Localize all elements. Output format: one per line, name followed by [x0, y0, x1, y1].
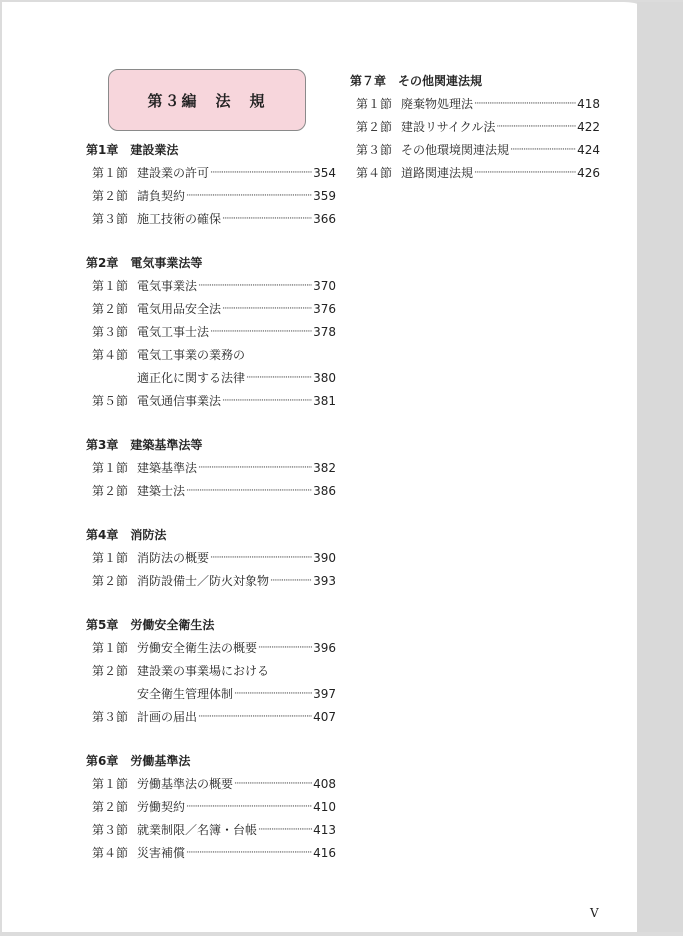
- leader-dots: [258, 637, 312, 660]
- leader-dots: [186, 842, 312, 865]
- chapter: [86, 524, 336, 593]
- section-number: 第２節: [92, 574, 129, 588]
- chapter: [86, 750, 336, 865]
- leader-dots: [210, 321, 312, 344]
- toc-entry[interactable]: [86, 819, 336, 842]
- section-number: 第２節: [92, 664, 129, 678]
- page-ref: 418: [577, 97, 600, 111]
- chapter-title: 第3章 建築基準法等: [86, 438, 203, 452]
- section-number: 第４節: [92, 348, 129, 362]
- page-ref: 424: [577, 143, 600, 157]
- section-title: その他環境関連法規: [401, 143, 510, 157]
- section-number: 第１節: [92, 551, 129, 565]
- section-number: 第１節: [92, 279, 129, 293]
- chapter: [86, 252, 336, 413]
- section-number: [92, 367, 137, 390]
- toc-column-right: [350, 70, 600, 185]
- section-title: 建設業の許可: [137, 166, 210, 180]
- chapter-title: 第2章 電気事業法等: [86, 256, 203, 270]
- leader-dots: [222, 298, 312, 321]
- chapter-title: 第1章 建設業法: [86, 143, 179, 157]
- page-ref: 393: [313, 574, 336, 588]
- section-number: 第３節: [356, 143, 393, 157]
- leader-dots: [210, 547, 312, 570]
- section-title: 労働基準法の概要: [137, 777, 234, 791]
- leader-dots: [222, 208, 312, 231]
- section-title: 就業制限／名簿・台帳: [137, 823, 258, 837]
- chapter: [350, 70, 600, 185]
- toc-entry[interactable]: [350, 162, 600, 185]
- section-title: 災害補償: [137, 846, 186, 860]
- leader-dots: [474, 162, 576, 185]
- section-title: 電気工事士法: [137, 325, 210, 339]
- toc-entry[interactable]: [86, 344, 336, 367]
- toc-entry[interactable]: [86, 660, 336, 683]
- part-title: 第３編 法 規: [147, 91, 267, 110]
- section-number: 第１節: [356, 97, 393, 111]
- section-number: 第２節: [92, 189, 129, 203]
- section-title: 請負契約: [137, 189, 186, 203]
- toc-entry[interactable]: [86, 275, 336, 298]
- toc-entry[interactable]: [350, 116, 600, 139]
- chapter-title: 第5章 労働安全衛生法: [86, 618, 215, 632]
- page-edge-band: [637, 2, 683, 932]
- section-number: 第２節: [356, 120, 393, 134]
- chapter: [86, 434, 336, 503]
- page-ref: 354: [313, 166, 336, 180]
- section-number: 第５節: [92, 394, 129, 408]
- section-title: 電気工事業の業務の: [137, 348, 246, 362]
- section-title: 安全衛生管理体制: [137, 687, 234, 701]
- leader-dots: [198, 706, 312, 729]
- toc-entry[interactable]: [86, 547, 336, 570]
- section-number: 第２節: [92, 484, 129, 498]
- page-ref: 416: [313, 846, 336, 860]
- leader-dots: [496, 116, 576, 139]
- page-ref: 381: [313, 394, 336, 408]
- toc-entry[interactable]: [86, 367, 336, 390]
- toc-entry[interactable]: [86, 796, 336, 819]
- toc-entry[interactable]: [86, 298, 336, 321]
- section-title: 道路関連法規: [401, 166, 474, 180]
- section-number: 第４節: [356, 166, 393, 180]
- page-ref: 359: [313, 189, 336, 203]
- page-ref: 380: [313, 371, 336, 385]
- section-title: 電気事業法: [137, 279, 198, 293]
- page-ref: 376: [313, 302, 336, 316]
- leader-dots: [198, 457, 312, 480]
- section-number: 第３節: [92, 823, 129, 837]
- leader-dots: [186, 480, 312, 503]
- section-number: [92, 683, 137, 706]
- leader-dots: [210, 162, 312, 185]
- leader-dots: [510, 139, 576, 162]
- section-title: 電気用品安全法: [137, 302, 222, 316]
- section-title: 施工技術の確保: [137, 212, 222, 226]
- toc-entry[interactable]: [86, 570, 336, 593]
- section-title: 建設業の事業場における: [137, 664, 270, 678]
- section-title: 消防法の概要: [137, 551, 210, 565]
- section-number: 第２節: [92, 800, 129, 814]
- chapter: [86, 139, 336, 231]
- leader-dots: [270, 570, 312, 593]
- section-title: 労働契約: [137, 800, 186, 814]
- leader-dots: [258, 819, 312, 842]
- section-title: 適正化に関する法律: [137, 371, 246, 385]
- section-number: 第３節: [92, 212, 129, 226]
- toc-column-left: [86, 139, 336, 865]
- toc-entry[interactable]: [86, 457, 336, 480]
- section-number: 第４節: [92, 846, 129, 860]
- leader-dots: [234, 773, 312, 796]
- page-ref: 386: [313, 484, 336, 498]
- page-ref: 378: [313, 325, 336, 339]
- section-title: 電気通信事業法: [137, 394, 222, 408]
- section-number: 第１節: [92, 461, 129, 475]
- toc-entry[interactable]: [350, 93, 600, 116]
- page-ref: 397: [313, 687, 336, 701]
- toc-entry[interactable]: [86, 637, 336, 660]
- leader-dots: [198, 275, 312, 298]
- section-number: 第３節: [92, 710, 129, 724]
- toc-entry[interactable]: [86, 185, 336, 208]
- toc-entry[interactable]: [86, 390, 336, 413]
- leader-dots: [186, 185, 312, 208]
- chapter-title: 第6章 労働基準法: [86, 754, 191, 768]
- toc-entry[interactable]: [86, 683, 336, 706]
- toc-entry[interactable]: [86, 773, 336, 796]
- leader-dots: [186, 796, 312, 819]
- section-number: 第１節: [92, 166, 129, 180]
- leader-dots: [474, 93, 576, 116]
- section-title: 建設リサイクル法: [401, 120, 496, 134]
- section-number: 第１節: [92, 641, 129, 655]
- page-ref: 370: [313, 279, 336, 293]
- page-ref: 422: [577, 120, 600, 134]
- section-number: 第３節: [92, 325, 129, 339]
- leader-dots: [234, 683, 312, 706]
- chapter: [86, 614, 336, 729]
- chapter-title: 第７章 その他関連法規: [350, 74, 483, 88]
- chapter-title: 第4章 消防法: [86, 528, 167, 542]
- page-ref: 382: [313, 461, 336, 475]
- toc-entry[interactable]: [86, 208, 336, 231]
- section-title: 建築基準法: [137, 461, 198, 475]
- page-ref: 408: [313, 777, 336, 791]
- leader-dots: [222, 390, 312, 413]
- leader-dots: [246, 367, 312, 390]
- page-ref: 426: [577, 166, 600, 180]
- toc-entry[interactable]: [86, 480, 336, 503]
- section-number: 第２節: [92, 302, 129, 316]
- page-ref: 407: [313, 710, 336, 724]
- section-number: 第１節: [92, 777, 129, 791]
- page-ref: 366: [313, 212, 336, 226]
- page-number: V: [590, 906, 599, 920]
- section-title: 廃棄物処理法: [401, 97, 474, 111]
- toc-entry[interactable]: [86, 842, 336, 865]
- page-ref: 413: [313, 823, 336, 837]
- section-title: 消防設備士／防火対象物: [137, 574, 270, 588]
- section-title: 計画の届出: [137, 710, 198, 724]
- page-ref: 390: [313, 551, 336, 565]
- page-ref: 396: [313, 641, 336, 655]
- section-title: 建築士法: [137, 484, 186, 498]
- page-ref: 410: [313, 800, 336, 814]
- toc-entry[interactable]: [350, 139, 600, 162]
- section-title: 労働安全衛生法の概要: [137, 641, 258, 655]
- toc-entry[interactable]: [86, 162, 336, 185]
- part-title-box: [108, 69, 306, 131]
- toc-entry[interactable]: [86, 706, 336, 729]
- toc-entry[interactable]: [86, 321, 336, 344]
